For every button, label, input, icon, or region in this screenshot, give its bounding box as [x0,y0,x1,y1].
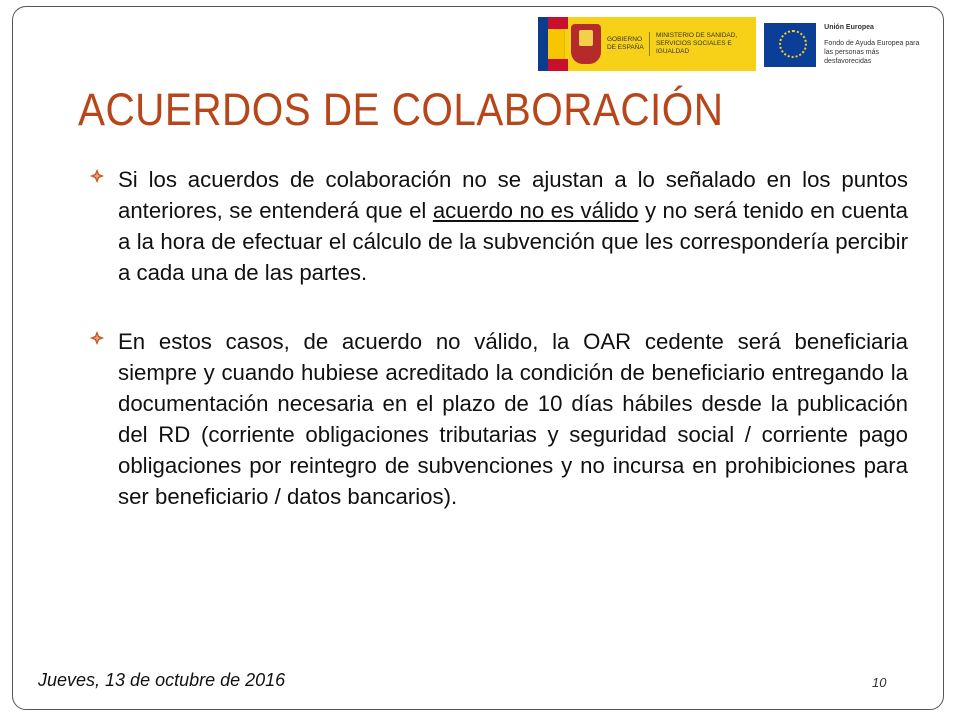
bullet-item [90,326,908,512]
government-logo [564,17,756,71]
bullet-text [118,164,908,288]
bullet1-part1: Si los acuerdos de colaboración no se ajustan a lo señalado en los puntos anteriores, se entenderá que el [118,167,908,223]
bullet1-underlined: acuerdo no es válido [432,198,639,223]
bullet-text: En estos casos, de acuerdo no válido, la OAR cedente será beneficiaria siempre y cuando hubiese acreditado la condición de beneficiario entregando la documentación necesaria en el plazo de 10 días hábiles desde la publicación del RD (corriente obligaciones tributarias y seguridad social / corriente pago obligaciones por reintegro de subvenciones y no incursa en prohibiciones para ser beneficiario / datos bancarios). [118,329,908,509]
coat-of-arms-icon [571,24,601,64]
eu-flag-logo [764,23,816,67]
bullet1-part2: y no será tenido en cuenta a la hora de efectuar el cálculo de la subvención que les correspondería percibir a cada una de las partes. [118,198,908,285]
eu-label [824,17,928,71]
ministry-label: MINISTERIO DE SANIDAD, SERVICIOS SOCIALES E IGUALDAD [649,32,750,56]
logo-bar [538,17,928,71]
eu-title: Unión Europea [824,24,874,31]
gov-label: GOBIERNO DE ESPAÑA [606,36,644,51]
slide-title: ACUERDOS DE COLABORACIÓN [78,84,724,135]
footer-date: Jueves, 13 de octubre de 2016 [38,670,286,690]
bullet-list [90,164,908,550]
diamond-bullet-icon [90,164,118,183]
eu-fund: Fondo de Ayuda Europea para las personas más desfavorecidas [824,40,920,65]
diamond-bullet-icon [90,326,118,345]
spain-flag-logo [538,17,564,71]
page-number: 10 [872,675,887,690]
bullet-item [90,164,908,288]
